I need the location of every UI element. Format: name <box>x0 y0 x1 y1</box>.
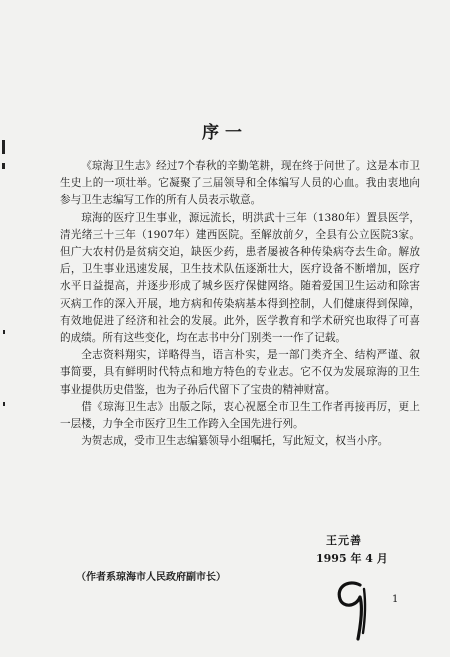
page-title: 序一 <box>202 123 248 143</box>
scan-edge-mark <box>2 163 5 169</box>
paragraph: 全志资料翔实，详略得当，语言朴实，是一部门类齐全、结构严谨、叙事简要，具有鲜明时代特点和地方特色的专业志。它不仅为发展琼海的卫生事业提供历史借鉴，也为子孙后代留下了宝贵的精神财富。 <box>60 349 420 396</box>
scan-edge-mark <box>3 330 5 334</box>
preface-body <box>60 158 420 450</box>
paragraph: 为贺志成，受市卫生志编纂领导小组嘱托，写此短文，权当小序。 <box>81 435 389 448</box>
paragraph: 借《琼海卫生志》出版之际，衷心祝愿全市卫生工作者再接再厉，更上一层楼，力争全市医疗卫生工作跨入全国先进行列。 <box>60 400 420 431</box>
handwritten-page-mark <box>330 577 374 643</box>
signature-date: 1995 年 4 月 <box>316 552 388 565</box>
paragraph: 琼海的医疗卫生事业，源远流长，明洪武十三年（1380年）置县医学，清光绪三十三年（1907年）建西医院。至解放前夕，全县有公立医院3家。但广大农村仍是贫病交迫，缺医少药，患者屡被各种传染病夺去生命。解放后，卫生事业迅速发展，卫生技术队伍逐渐壮大，医疗设备不断增加，医疗水平日益提高，并逐步形成了城乡医疗保健网络。随着爱国卫生运动和除害灭病工作的深入开展，地方病和传染病基本得到控制，人们健康得到保障，有效地促进了经济和社会的发展。此外，医学教育和学术研究也取得了可喜的成绩。所有这些变化，均在志书中分门别类一一作了记载。 <box>60 211 420 345</box>
paragraph: 《琼海卫生志》经过7个春秋的辛勤笔耕，现在终于问世了。这是本市卫生史上的一项壮举。它凝聚了三届领导和全体编写人员的心血。我由衷地向参与卫生志编写工作的所有人员表示敬意。 <box>60 160 420 207</box>
signature-name: 王元善 <box>326 534 362 547</box>
page-number: 1 <box>392 594 399 605</box>
scan-edge-mark <box>3 402 5 406</box>
author-note: （作者系琼海市人民政府副市长） <box>76 572 226 583</box>
